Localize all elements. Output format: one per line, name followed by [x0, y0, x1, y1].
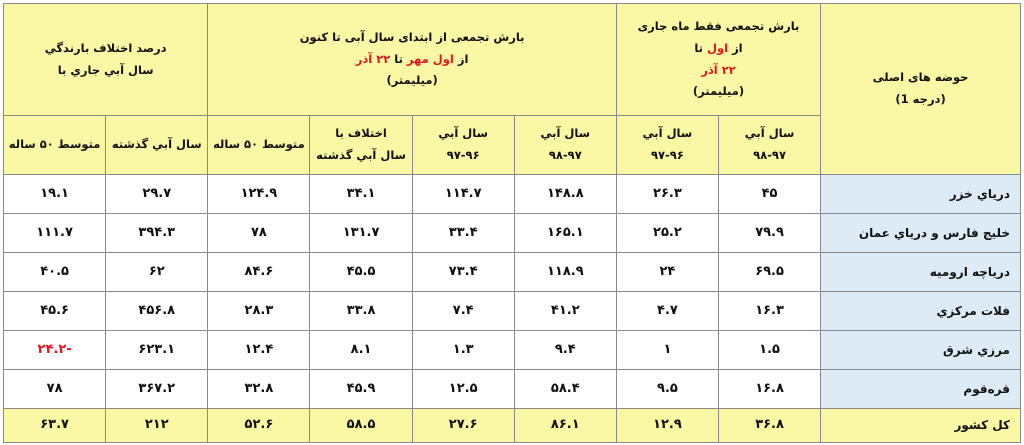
percent-previous-value: ۴۵۶.۸ — [106, 292, 208, 331]
sub-cumulative-current-year: ۹۸-۹۷ — [548, 148, 582, 162]
sub-monthly-previous-year: ۹۷-۹۶ — [651, 148, 684, 162]
table-row — [4, 370, 1021, 409]
sub-cumulative-diff-line1: اختلاف با — [335, 126, 387, 141]
sub-percent-previous: سال آبي گذشته — [106, 116, 208, 175]
percent-average-value: -۲۴.۲ — [4, 331, 106, 370]
cumulative-previous-value: ۳۳.۴ — [412, 214, 514, 253]
cumulative-previous-value: ۱۱۴.۷ — [412, 175, 514, 214]
sub-cumulative-previous — [412, 116, 514, 175]
diff-header-line1: درصد اختلاف بارندگي — [44, 40, 167, 55]
monthly-header — [616, 4, 820, 116]
sub-cumulative-diff-line2: سال آبي گذشته — [316, 148, 406, 162]
basin-name: قره‌قوم — [821, 370, 1021, 409]
basin-name: درياچه اروميه — [821, 253, 1021, 292]
diff-header — [4, 4, 208, 116]
cumulative-header-line2 — [212, 49, 612, 71]
percent-previous-value: ۲۹.۷ — [106, 175, 208, 214]
monthly-previous-value: ۱ — [616, 331, 718, 370]
monthly-previous-value: ۴.۷ — [616, 292, 718, 331]
percent-average-value: ۱۹.۱ — [4, 175, 106, 214]
cumulative-previous-value: ۷۳.۴ — [412, 253, 514, 292]
table-row — [4, 214, 1021, 253]
table-row — [4, 175, 1021, 214]
sub-cumulative-current — [514, 116, 616, 175]
basin-name: فلات مركزي — [821, 292, 1021, 331]
cumulative-header-line1: بارش تجمعی از ابتدای سال آبی تا کنون — [299, 29, 525, 44]
percent-average-value: ۷۸ — [4, 370, 106, 409]
cumulative-diff-value: ۳۳.۸ — [310, 292, 412, 331]
monthly-current-value: ۱.۵ — [719, 331, 821, 370]
cumulative-average-value: ۸۴.۶ — [208, 253, 310, 292]
total-monthly-current: ۳۶.۸ — [719, 409, 821, 443]
sub-monthly-current — [719, 116, 821, 175]
cumulative-header — [208, 4, 617, 116]
total-cumulative-diff: ۵۸.۵ — [310, 409, 412, 443]
cumulative-from-date: اول مهر — [406, 51, 454, 66]
cumulative-current-value: ۱۱۸.۹ — [514, 253, 616, 292]
total-label: كل كشور — [821, 409, 1021, 443]
cumulative-previous-value: ۷.۴ — [412, 292, 514, 331]
sub-cumulative-previous-label: سال آبي — [438, 126, 488, 141]
monthly-from-label: از — [728, 40, 743, 55]
monthly-current-value: ۶۹.۵ — [719, 253, 821, 292]
cumulative-diff-value: ۱۳۱.۷ — [310, 214, 412, 253]
monthly-to-label: تا — [694, 40, 707, 55]
table-row — [4, 253, 1021, 292]
cumulative-diff-value: ۳۴.۱ — [310, 175, 412, 214]
monthly-header-line1: بارش تجمعی فقط ماه جاری — [637, 18, 800, 33]
cumulative-diff-value: ۸.۱ — [310, 331, 412, 370]
monthly-previous-value: ۲۶.۳ — [616, 175, 718, 214]
cumulative-previous-value: ۱۲.۵ — [412, 370, 514, 409]
monthly-to-date: ۲۲ آذر — [701, 62, 736, 77]
sub-cumulative-current-label: سال آبي — [540, 126, 591, 141]
cumulative-unit: (میلیمتر) — [386, 73, 438, 88]
monthly-current-value: ۴۵ — [719, 175, 821, 214]
sub-cumulative-diff — [310, 116, 412, 175]
monthly-previous-value: ۹.۵ — [616, 370, 718, 409]
cumulative-from-label: از — [453, 51, 469, 66]
cumulative-average-value: ۱۲۴.۹ — [208, 175, 310, 214]
cumulative-current-value: ۹.۴ — [514, 331, 616, 370]
cumulative-average-value: ۱۲.۴ — [208, 331, 310, 370]
rainfall-table — [3, 3, 1021, 443]
monthly-current-value: ۱۶.۸ — [719, 370, 821, 409]
basin-name: درياي خزر — [821, 175, 1021, 214]
table-row — [4, 331, 1021, 370]
cumulative-to-label: تا — [390, 51, 407, 66]
sub-cumulative-previous-year: ۹۷-۹۶ — [446, 148, 480, 162]
total-monthly-previous: ۱۲.۹ — [616, 409, 718, 443]
monthly-previous-value: ۲۴ — [616, 253, 718, 292]
monthly-previous-value: ۲۵.۲ — [616, 214, 718, 253]
total-cumulative-average: ۵۲.۶ — [208, 409, 310, 443]
table-row — [4, 292, 1021, 331]
sub-monthly-previous — [616, 116, 718, 175]
percent-average-value: ۱۱۱.۷ — [4, 214, 106, 253]
total-percent-average: ۶۳.۷ — [4, 409, 106, 443]
basin-header — [821, 4, 1021, 175]
sub-percent-average: متوسط ۵۰ ساله — [4, 116, 106, 175]
sub-cumulative-average: متوسط ۵۰ ساله — [208, 116, 310, 175]
total-row — [4, 409, 1021, 443]
basin-header-title: حوضه های اصلی — [872, 70, 969, 85]
sub-monthly-current-year: ۹۸-۹۷ — [753, 148, 786, 162]
cumulative-average-value: ۷۸ — [208, 214, 310, 253]
cumulative-current-value: ۱۶۵.۱ — [514, 214, 616, 253]
total-cumulative-previous: ۲۷.۶ — [412, 409, 514, 443]
total-percent-previous: ۲۱۲ — [106, 409, 208, 443]
percent-previous-value: ۶۲ — [106, 253, 208, 292]
cumulative-average-value: ۳۲.۸ — [208, 370, 310, 409]
total-cumulative-current: ۸۶.۱ — [514, 409, 616, 443]
cumulative-to-date: ۲۲ آذر — [355, 51, 391, 66]
monthly-current-value: ۷۹.۹ — [719, 214, 821, 253]
basin-header-subtitle: (درجه 1) — [895, 92, 946, 106]
cumulative-current-value: ۵۸.۴ — [514, 370, 616, 409]
diff-header-line2: سال آبي جاري با — [57, 62, 154, 77]
percent-average-value: ۴۰.۵ — [4, 253, 106, 292]
percent-previous-value: ۳۹۴.۳ — [106, 214, 208, 253]
monthly-header-line2 — [621, 38, 816, 60]
basin-name: خليج فارس و درياي عمان — [821, 214, 1021, 253]
percent-previous-value: ۶۲۳.۱ — [106, 331, 208, 370]
cumulative-current-value: ۴۱.۲ — [514, 292, 616, 331]
monthly-current-value: ۱۶.۳ — [719, 292, 821, 331]
basin-name: مرزي شرق — [821, 331, 1021, 370]
cumulative-diff-value: ۴۵.۵ — [310, 253, 412, 292]
cumulative-current-value: ۱۴۸.۸ — [514, 175, 616, 214]
percent-average-value: ۴۵.۶ — [4, 292, 106, 331]
monthly-unit: (میلیمتر) — [692, 84, 745, 99]
sub-monthly-current-label: سال آبي — [744, 126, 795, 141]
cumulative-average-value: ۲۸.۳ — [208, 292, 310, 331]
cumulative-previous-value: ۱.۳ — [412, 331, 514, 370]
monthly-from-date: اول — [706, 40, 729, 55]
sub-monthly-previous-label: سال آبي — [642, 126, 693, 141]
cumulative-diff-value: ۴۵.۹ — [310, 370, 412, 409]
percent-previous-value: ۳۶۷.۲ — [106, 370, 208, 409]
